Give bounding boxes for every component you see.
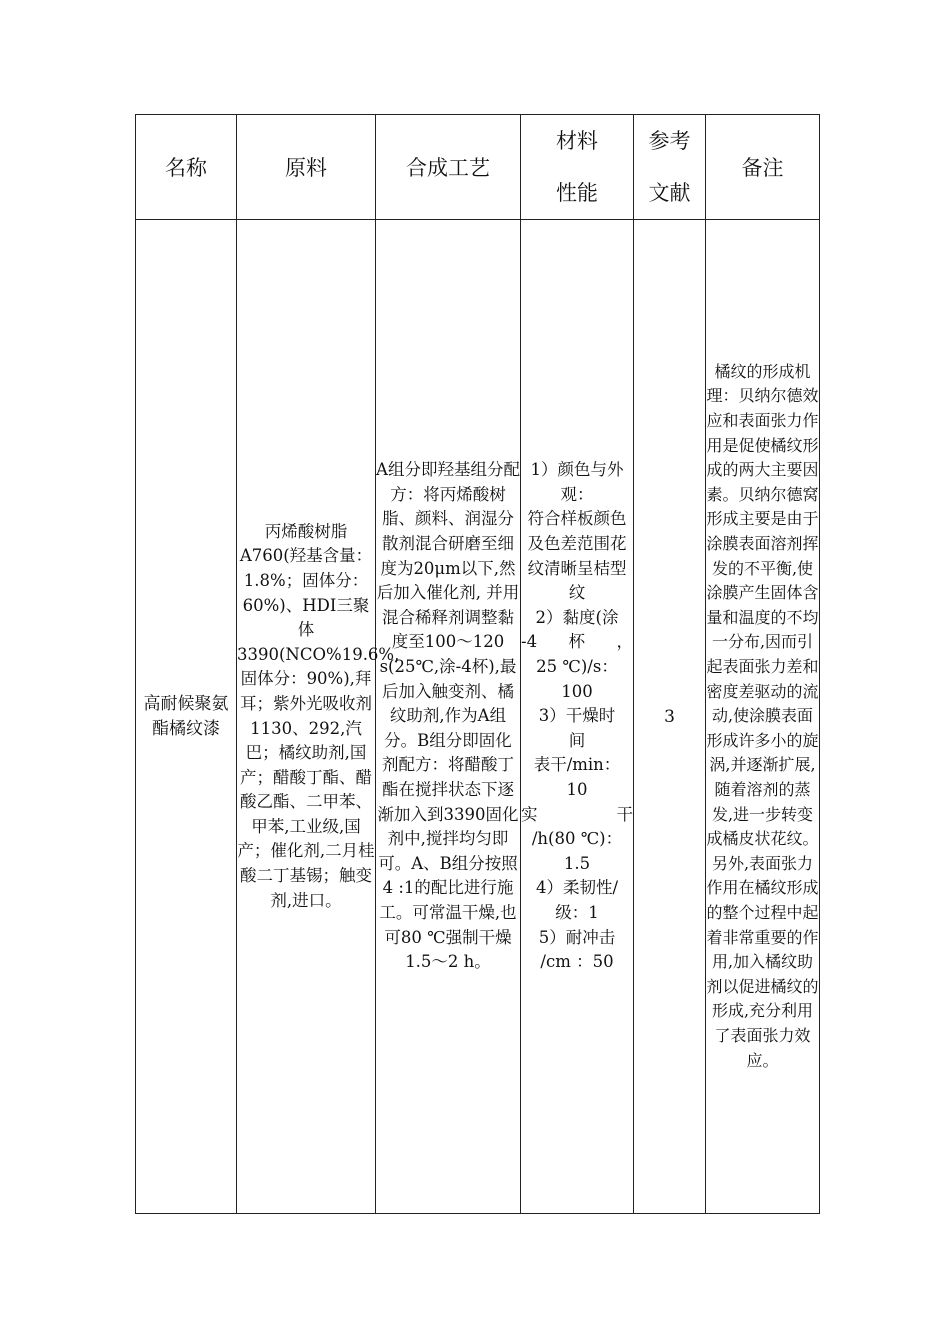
cell-synthesis-process: A组分即羟基组分配方：将丙烯酸树脂、颜料、润湿分散剂混合研磨至细度为20μm以下,然后加入催化剂, 并用混合稀释剂调整黏度至100～120 s(25℃,涂-4杯),最后加入触变剂、橘纹助剂,作为A组分。B组分即固化剂配方：将醋酸丁酯在搅拌状态下逐渐加入到3390固化剂中,搅拌均匀即可。A、B组分按照4 :1的配比进行施工。可常温干燥,也可80 ℃强制干燥1.5～2 h。 [376, 220, 521, 1214]
perf-item-3-line-a: 3）干燥时 [538, 706, 616, 726]
perf-item-2-b3: ， [616, 632, 633, 652]
header-notes: 备注 [706, 115, 820, 220]
header-reference-line2: 文献 [648, 181, 691, 205]
perf-item-4-line-a: 4）柔韧性/ [535, 878, 619, 898]
header-row [136, 115, 820, 220]
header-performance-line2: 性能 [556, 181, 598, 205]
perf-item-2-b1: -4 [521, 632, 538, 652]
perf-item-5-line-a: 5）耐冲击 [538, 927, 616, 947]
perf-item-2-line-a: 2）黏度(涂 [535, 607, 619, 627]
perf-item-3-e1: 实 [521, 804, 538, 824]
perf-item-2-b2: 杯 [568, 632, 586, 652]
perf-item-2-line-d: 100 [561, 681, 593, 701]
cell-name: 高耐候聚氨酯橘纹漆 [136, 220, 237, 1214]
perf-item-3-e2: 干 [616, 804, 633, 824]
perf-item-5-line-b: /cm ：50 [540, 952, 614, 972]
perf-item-1-title: 1）颜色与外观： [530, 460, 624, 504]
perf-item-3-line-e [521, 803, 633, 828]
perf-item-3-line-f: /h(80 ℃)： [531, 829, 623, 849]
header-synthesis-process: 合成工艺 [376, 115, 521, 220]
perf-item-4-line-b: 级：1 [555, 902, 599, 922]
header-raw-materials: 原料 [237, 115, 376, 220]
cell-reference: 3 [634, 220, 706, 1214]
perf-item-2-line-c: 25 ℃)/s： [536, 657, 618, 677]
perf-item-3-line-c: 表干/min： [533, 755, 621, 775]
header-reference-line1: 参考 [648, 129, 691, 153]
perf-item-3-line-b: 间 [568, 730, 586, 750]
perf-item-3-line-g: 1.5 [563, 853, 591, 873]
header-name: 名称 [136, 115, 237, 220]
perf-item-2-line-b [521, 630, 633, 655]
perf-item-1-body: 符合样板颜色及色差范围花纹清晰呈桔型纹 [527, 509, 627, 603]
header-performance-line1: 材料 [556, 129, 598, 153]
cell-notes: 橘纹的形成机理：贝纳尔德效应和表面张力作用是促使橘纹形成的两大主要因素。贝纳尔德窝形成主要是由于涂膜表面溶剂挥发的不平衡,使涂膜产生固体含量和温度的不均一分布,因而引起表面张力差和密度差驱动的流动,使涂膜表面形成许多小的旋涡,并逐渐扩展,随着溶剂的蒸发,进一步转变成橘皮状花纹。另外,表面张力作用在橘纹形成的整个过程中起着非常重要的作用,加入橘纹助剂以促进橘纹的形成,充分利用了表面张力效应。 [706, 220, 820, 1214]
header-reference [634, 115, 706, 220]
header-material-performance [521, 115, 634, 220]
material-spec-table [135, 114, 820, 1214]
cell-material-performance [521, 220, 634, 1214]
perf-item-3-line-d: 10 [566, 779, 588, 799]
table-row [136, 220, 820, 1214]
cell-raw-materials: 丙烯酸树脂A760(羟基含量：1.8%；固体分：60%)、HDI三聚体3390(NCO%19.6%,固体分：90%),拜耳；紫外光吸收剂1130、292,汽巴；橘纹助剂,国产；醋酸丁酯、醋酸乙酯、二甲苯、甲苯,工业级,国产；催化剂,二月桂酸二丁基锡；触变剂,进口。 [237, 220, 376, 1214]
